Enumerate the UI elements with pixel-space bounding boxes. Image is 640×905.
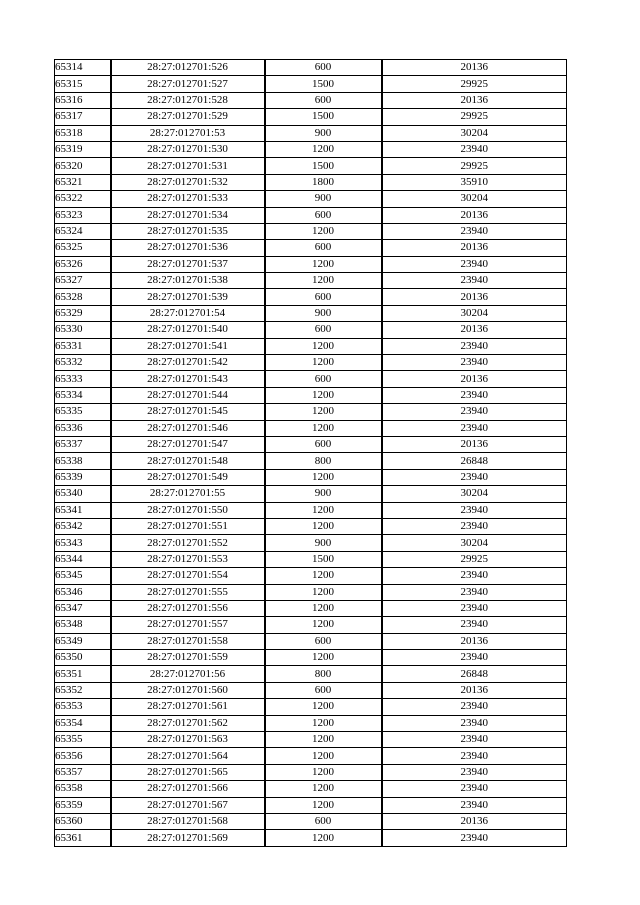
cadastral-number-cell: 28:27:012701:548 (111, 453, 265, 469)
cadastral-number-cell: 28:27:012701:546 (111, 420, 265, 436)
table-row (55, 387, 567, 403)
table-body (55, 60, 567, 847)
cadastral-number-cell: 28:27:012701:557 (111, 617, 265, 633)
row-number-cell: 65359 (55, 797, 111, 813)
area-cell: 1500 (265, 551, 382, 567)
area-cell: 1200 (265, 273, 382, 289)
row-number-cell: 65343 (55, 535, 111, 551)
area-cell: 1200 (265, 797, 382, 813)
table-row (55, 486, 567, 502)
value-cell: 20136 (382, 322, 567, 338)
area-cell: 1200 (265, 420, 382, 436)
cadastral-number-cell: 28:27:012701:532 (111, 174, 265, 190)
area-cell: 1200 (265, 732, 382, 748)
table-row (55, 617, 567, 633)
table-row (55, 715, 567, 731)
table-row (55, 764, 567, 780)
table-row (55, 732, 567, 748)
table-row (55, 125, 567, 141)
table-row (55, 781, 567, 797)
area-cell: 800 (265, 453, 382, 469)
area-cell: 1200 (265, 568, 382, 584)
row-number-cell: 65336 (55, 420, 111, 436)
cadastral-number-cell: 28:27:012701:568 (111, 813, 265, 829)
area-cell: 900 (265, 125, 382, 141)
cadastral-number-cell: 28:27:012701:545 (111, 404, 265, 420)
area-cell: 1200 (265, 141, 382, 157)
value-cell: 23940 (382, 502, 567, 518)
row-number-cell: 65323 (55, 207, 111, 223)
cadastral-number-cell: 28:27:012701:529 (111, 109, 265, 125)
value-cell: 23940 (382, 223, 567, 239)
table-row (55, 650, 567, 666)
cadastral-number-cell: 28:27:012701:560 (111, 682, 265, 698)
table-row (55, 600, 567, 616)
area-cell: 600 (265, 436, 382, 452)
area-cell: 1200 (265, 584, 382, 600)
value-cell: 26848 (382, 666, 567, 682)
cadastral-table (54, 59, 567, 847)
value-cell: 35910 (382, 174, 567, 190)
cadastral-number-cell: 28:27:012701:534 (111, 207, 265, 223)
cadastral-number-cell: 28:27:012701:538 (111, 273, 265, 289)
table-row (55, 289, 567, 305)
cadastral-number-cell: 28:27:012701:566 (111, 781, 265, 797)
table-row (55, 174, 567, 190)
area-cell: 1200 (265, 518, 382, 534)
row-number-cell: 65346 (55, 584, 111, 600)
area-cell: 600 (265, 289, 382, 305)
value-cell: 29925 (382, 158, 567, 174)
table-row (55, 305, 567, 321)
cadastral-number-cell: 28:27:012701:553 (111, 551, 265, 567)
area-cell: 1200 (265, 502, 382, 518)
cadastral-number-cell: 28:27:012701:556 (111, 600, 265, 616)
value-cell: 23940 (382, 404, 567, 420)
cadastral-number-cell: 28:27:012701:543 (111, 371, 265, 387)
area-cell: 1200 (265, 404, 382, 420)
cadastral-number-cell: 28:27:012701:563 (111, 732, 265, 748)
area-cell: 1200 (265, 600, 382, 616)
table-row (55, 223, 567, 239)
table-row (55, 830, 567, 846)
row-number-cell: 65331 (55, 338, 111, 354)
row-number-cell: 65344 (55, 551, 111, 567)
table-row (55, 240, 567, 256)
value-cell: 20136 (382, 682, 567, 698)
cadastral-number-cell: 28:27:012701:54 (111, 305, 265, 321)
area-cell: 600 (265, 322, 382, 338)
value-cell: 20136 (382, 633, 567, 649)
value-cell: 29925 (382, 109, 567, 125)
area-cell: 1500 (265, 158, 382, 174)
table-row (55, 436, 567, 452)
area-cell: 1200 (265, 469, 382, 485)
cadastral-number-cell: 28:27:012701:552 (111, 535, 265, 551)
row-number-cell: 65314 (55, 60, 111, 76)
row-number-cell: 65349 (55, 633, 111, 649)
row-number-cell: 65327 (55, 273, 111, 289)
row-number-cell: 65320 (55, 158, 111, 174)
table-row (55, 584, 567, 600)
cadastral-number-cell: 28:27:012701:569 (111, 830, 265, 846)
table-row (55, 699, 567, 715)
value-cell: 23940 (382, 273, 567, 289)
value-cell: 23940 (382, 584, 567, 600)
cadastral-number-cell: 28:27:012701:558 (111, 633, 265, 649)
area-cell: 600 (265, 633, 382, 649)
cadastral-number-cell: 28:27:012701:541 (111, 338, 265, 354)
row-number-cell: 65351 (55, 666, 111, 682)
cadastral-number-cell: 28:27:012701:531 (111, 158, 265, 174)
cadastral-number-cell: 28:27:012701:539 (111, 289, 265, 305)
table-row (55, 748, 567, 764)
table-row (55, 568, 567, 584)
area-cell: 600 (265, 813, 382, 829)
value-cell: 30204 (382, 191, 567, 207)
value-cell: 26848 (382, 453, 567, 469)
table-row (55, 535, 567, 551)
table-row (55, 158, 567, 174)
value-cell: 30204 (382, 305, 567, 321)
value-cell: 23940 (382, 781, 567, 797)
value-cell: 20136 (382, 60, 567, 76)
cadastral-number-cell: 28:27:012701:528 (111, 92, 265, 108)
value-cell: 23940 (382, 338, 567, 354)
table-row (55, 273, 567, 289)
row-number-cell: 65330 (55, 322, 111, 338)
cadastral-number-cell: 28:27:012701:562 (111, 715, 265, 731)
row-number-cell: 65329 (55, 305, 111, 321)
cadastral-number-cell: 28:27:012701:55 (111, 486, 265, 502)
row-number-cell: 65322 (55, 191, 111, 207)
row-number-cell: 65326 (55, 256, 111, 272)
area-cell: 600 (265, 207, 382, 223)
table-row (55, 109, 567, 125)
table-row (55, 469, 567, 485)
table-row (55, 322, 567, 338)
row-number-cell: 65353 (55, 699, 111, 715)
value-cell: 23940 (382, 617, 567, 633)
value-cell: 23940 (382, 797, 567, 813)
area-cell: 1200 (265, 764, 382, 780)
cadastral-number-cell: 28:27:012701:555 (111, 584, 265, 600)
table-row (55, 633, 567, 649)
value-cell: 29925 (382, 551, 567, 567)
row-number-cell: 65338 (55, 453, 111, 469)
table-row (55, 404, 567, 420)
cadastral-number-cell: 28:27:012701:533 (111, 191, 265, 207)
value-cell: 23940 (382, 748, 567, 764)
area-cell: 600 (265, 92, 382, 108)
row-number-cell: 65354 (55, 715, 111, 731)
row-number-cell: 65341 (55, 502, 111, 518)
table-row (55, 355, 567, 371)
table-row (55, 141, 567, 157)
area-cell: 1200 (265, 617, 382, 633)
table-row (55, 682, 567, 698)
value-cell: 30204 (382, 486, 567, 502)
value-cell: 23940 (382, 387, 567, 403)
row-number-cell: 65328 (55, 289, 111, 305)
table-row (55, 502, 567, 518)
table-row (55, 191, 567, 207)
cadastral-number-cell: 28:27:012701:564 (111, 748, 265, 764)
area-cell: 1200 (265, 715, 382, 731)
value-cell: 23940 (382, 650, 567, 666)
table-row (55, 92, 567, 108)
table-row (55, 797, 567, 813)
value-cell: 23940 (382, 600, 567, 616)
cadastral-number-cell: 28:27:012701:542 (111, 355, 265, 371)
row-number-cell: 65347 (55, 600, 111, 616)
row-number-cell: 65321 (55, 174, 111, 190)
value-cell: 23940 (382, 699, 567, 715)
row-number-cell: 65319 (55, 141, 111, 157)
cadastral-number-cell: 28:27:012701:565 (111, 764, 265, 780)
cadastral-number-cell: 28:27:012701:537 (111, 256, 265, 272)
cadastral-number-cell: 28:27:012701:53 (111, 125, 265, 141)
value-cell: 30204 (382, 535, 567, 551)
cadastral-number-cell: 28:27:012701:526 (111, 60, 265, 76)
area-cell: 900 (265, 191, 382, 207)
area-cell: 900 (265, 486, 382, 502)
area-cell: 800 (265, 666, 382, 682)
value-cell: 20136 (382, 92, 567, 108)
row-number-cell: 65342 (55, 518, 111, 534)
value-cell: 30204 (382, 125, 567, 141)
area-cell: 900 (265, 305, 382, 321)
value-cell: 23940 (382, 469, 567, 485)
area-cell: 1200 (265, 256, 382, 272)
area-cell: 1500 (265, 109, 382, 125)
table-row (55, 813, 567, 829)
value-cell: 23940 (382, 715, 567, 731)
value-cell: 29925 (382, 76, 567, 92)
table-row (55, 338, 567, 354)
area-cell: 1200 (265, 781, 382, 797)
value-cell: 23940 (382, 518, 567, 534)
table-row (55, 420, 567, 436)
area-cell: 1200 (265, 650, 382, 666)
row-number-cell: 65315 (55, 76, 111, 92)
value-cell: 23940 (382, 830, 567, 846)
value-cell: 20136 (382, 289, 567, 305)
table-row (55, 371, 567, 387)
cadastral-number-cell: 28:27:012701:540 (111, 322, 265, 338)
area-cell: 1200 (265, 338, 382, 354)
row-number-cell: 65335 (55, 404, 111, 420)
cadastral-number-cell: 28:27:012701:535 (111, 223, 265, 239)
area-cell: 1800 (265, 174, 382, 190)
cadastral-number-cell: 28:27:012701:550 (111, 502, 265, 518)
row-number-cell: 65361 (55, 830, 111, 846)
row-number-cell: 65356 (55, 748, 111, 764)
area-cell: 1200 (265, 748, 382, 764)
row-number-cell: 65340 (55, 486, 111, 502)
value-cell: 23940 (382, 732, 567, 748)
value-cell: 23940 (382, 568, 567, 584)
table-row (55, 76, 567, 92)
row-number-cell: 65333 (55, 371, 111, 387)
area-cell: 600 (265, 240, 382, 256)
cadastral-number-cell: 28:27:012701:527 (111, 76, 265, 92)
table-row (55, 256, 567, 272)
row-number-cell: 65339 (55, 469, 111, 485)
row-number-cell: 65357 (55, 764, 111, 780)
area-cell: 900 (265, 535, 382, 551)
area-cell: 600 (265, 60, 382, 76)
area-cell: 1200 (265, 699, 382, 715)
row-number-cell: 65352 (55, 682, 111, 698)
table-row (55, 551, 567, 567)
area-cell: 600 (265, 682, 382, 698)
row-number-cell: 65325 (55, 240, 111, 256)
cadastral-number-cell: 28:27:012701:561 (111, 699, 265, 715)
table-row (55, 666, 567, 682)
area-cell: 1500 (265, 76, 382, 92)
row-number-cell: 65360 (55, 813, 111, 829)
row-number-cell: 65316 (55, 92, 111, 108)
area-cell: 1200 (265, 223, 382, 239)
value-cell: 23940 (382, 256, 567, 272)
table-row (55, 207, 567, 223)
area-cell: 1200 (265, 830, 382, 846)
cadastral-number-cell: 28:27:012701:547 (111, 436, 265, 452)
area-cell: 1200 (265, 355, 382, 371)
cadastral-number-cell: 28:27:012701:544 (111, 387, 265, 403)
value-cell: 23940 (382, 355, 567, 371)
row-number-cell: 65348 (55, 617, 111, 633)
cadastral-number-cell: 28:27:012701:554 (111, 568, 265, 584)
cadastral-number-cell: 28:27:012701:559 (111, 650, 265, 666)
cadastral-number-cell: 28:27:012701:549 (111, 469, 265, 485)
cadastral-number-cell: 28:27:012701:536 (111, 240, 265, 256)
value-cell: 20136 (382, 371, 567, 387)
cadastral-number-cell: 28:27:012701:530 (111, 141, 265, 157)
cadastral-number-cell: 28:27:012701:551 (111, 518, 265, 534)
row-number-cell: 65337 (55, 436, 111, 452)
value-cell: 20136 (382, 240, 567, 256)
table-row (55, 518, 567, 534)
row-number-cell: 65317 (55, 109, 111, 125)
area-cell: 600 (265, 371, 382, 387)
value-cell: 23940 (382, 141, 567, 157)
row-number-cell: 65332 (55, 355, 111, 371)
table-row (55, 60, 567, 76)
row-number-cell: 65334 (55, 387, 111, 403)
value-cell: 20136 (382, 207, 567, 223)
value-cell: 23940 (382, 764, 567, 780)
value-cell: 20136 (382, 813, 567, 829)
row-number-cell: 65355 (55, 732, 111, 748)
value-cell: 20136 (382, 436, 567, 452)
area-cell: 1200 (265, 387, 382, 403)
row-number-cell: 65345 (55, 568, 111, 584)
cadastral-number-cell: 28:27:012701:56 (111, 666, 265, 682)
row-number-cell: 65318 (55, 125, 111, 141)
row-number-cell: 65350 (55, 650, 111, 666)
value-cell: 23940 (382, 420, 567, 436)
row-number-cell: 65358 (55, 781, 111, 797)
row-number-cell: 65324 (55, 223, 111, 239)
cadastral-number-cell: 28:27:012701:567 (111, 797, 265, 813)
table-row (55, 453, 567, 469)
